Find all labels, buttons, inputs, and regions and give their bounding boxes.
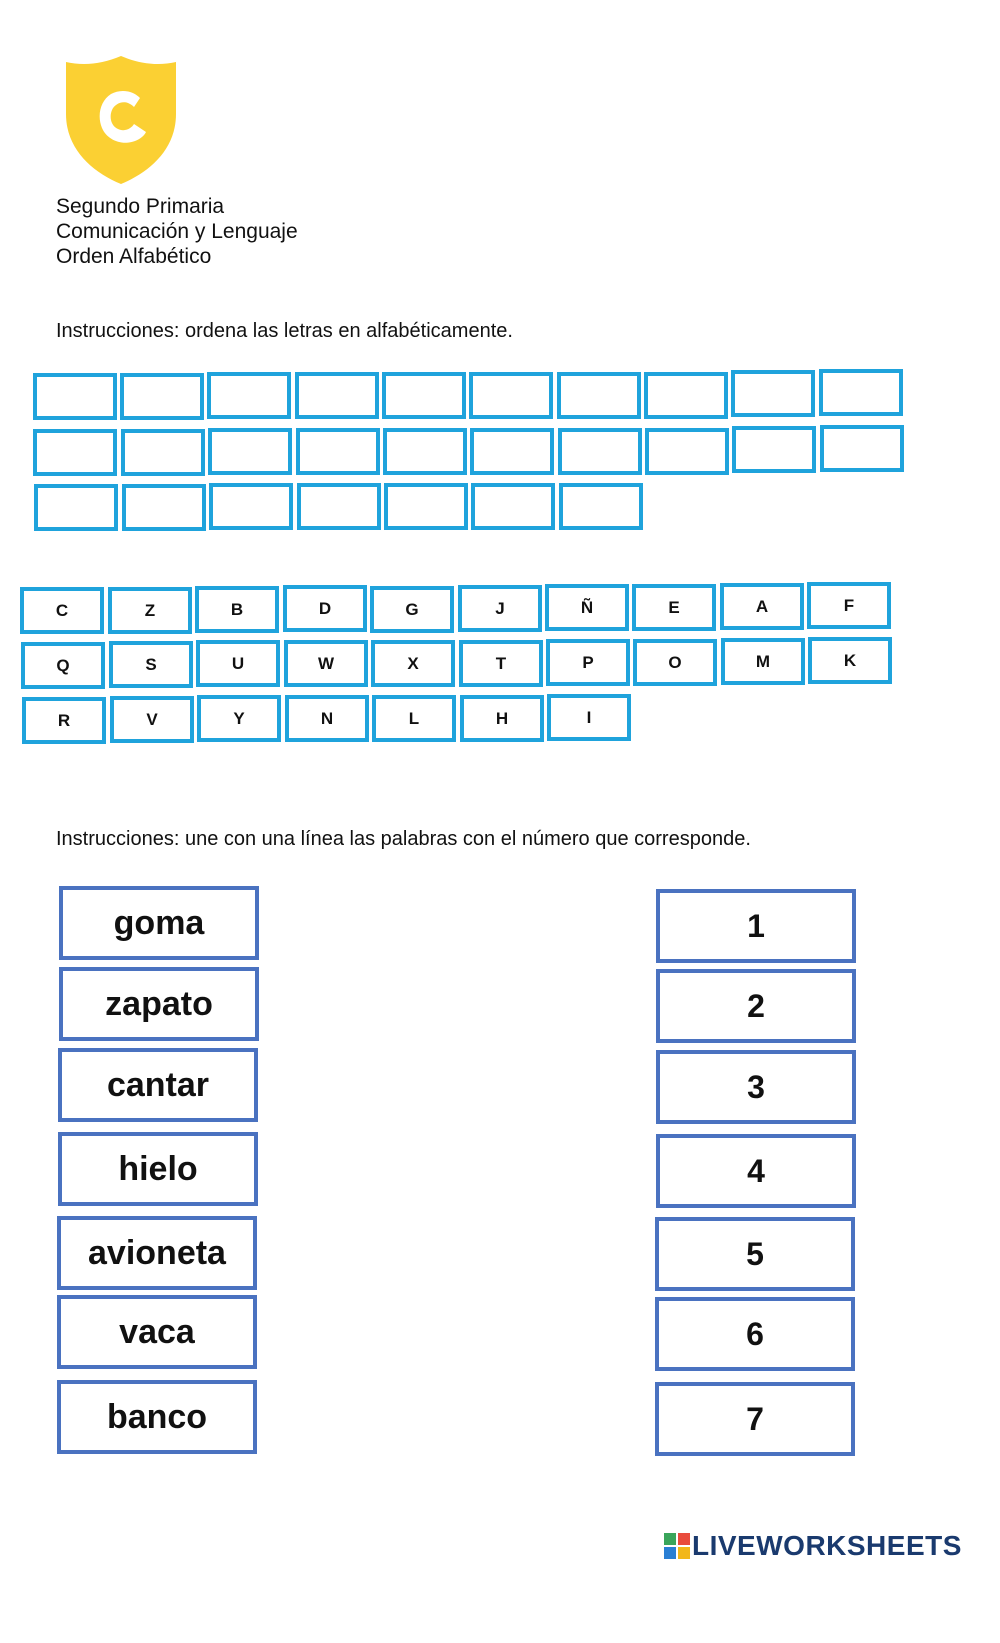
letter-tile[interactable]: I bbox=[547, 694, 631, 741]
drop-box[interactable] bbox=[296, 428, 380, 475]
number-box[interactable]: 4 bbox=[656, 1134, 856, 1208]
drop-box[interactable] bbox=[469, 372, 553, 419]
letter-tile[interactable]: N bbox=[285, 695, 369, 742]
letter-tile[interactable]: W bbox=[284, 640, 368, 687]
letter-tile[interactable]: C bbox=[20, 587, 104, 634]
drop-box[interactable] bbox=[295, 372, 379, 419]
drop-box[interactable] bbox=[820, 425, 904, 472]
liveworksheets-logo-icon bbox=[664, 1533, 690, 1559]
word-box[interactable]: hielo bbox=[58, 1132, 258, 1206]
letter-tile[interactable]: A bbox=[720, 583, 804, 630]
letter-tile[interactable]: P bbox=[546, 639, 630, 686]
footer-brand-text: LIVEWORKSHEETS bbox=[692, 1530, 962, 1561]
grade-label: Segundo Primaria bbox=[56, 195, 225, 218]
word-box[interactable]: avioneta bbox=[57, 1216, 257, 1290]
letter-tile[interactable]: U bbox=[196, 640, 280, 687]
subject-label: Comunicación y Lenguaje bbox=[56, 220, 298, 243]
letter-tile[interactable]: F bbox=[807, 582, 891, 629]
letter-tile[interactable]: X bbox=[371, 640, 455, 687]
letter-tile[interactable]: M bbox=[721, 638, 805, 685]
drop-box[interactable] bbox=[559, 483, 643, 530]
drop-box[interactable] bbox=[33, 373, 117, 420]
letter-tile[interactable]: K bbox=[808, 637, 892, 684]
drop-box[interactable] bbox=[208, 428, 292, 475]
letter-tile[interactable]: E bbox=[632, 584, 716, 631]
logo bbox=[62, 54, 180, 186]
drop-box[interactable] bbox=[732, 426, 816, 473]
letter-tile[interactable]: O bbox=[633, 639, 717, 686]
drop-box[interactable] bbox=[207, 372, 291, 419]
drop-box[interactable] bbox=[34, 484, 118, 531]
word-box[interactable]: vaca bbox=[57, 1295, 257, 1369]
topic-label: Orden Alfabético bbox=[56, 245, 212, 268]
number-box[interactable]: 2 bbox=[656, 969, 856, 1043]
number-box[interactable]: 1 bbox=[656, 889, 856, 963]
letter-tile[interactable]: Y bbox=[197, 695, 281, 742]
drop-box[interactable] bbox=[122, 484, 206, 531]
letter-tile[interactable]: Ñ bbox=[545, 584, 629, 631]
letter-tile[interactable]: L bbox=[372, 695, 456, 742]
drop-box[interactable] bbox=[645, 428, 729, 475]
letter-tile[interactable]: G bbox=[370, 586, 454, 633]
letter-tile[interactable]: B bbox=[195, 586, 279, 633]
letter-tile[interactable]: H bbox=[460, 695, 544, 742]
number-box[interactable]: 5 bbox=[655, 1217, 855, 1291]
drop-box[interactable] bbox=[121, 429, 205, 476]
instruction-match-words: Instrucciones: une con una línea las palabras con el número que corresponde. bbox=[56, 828, 751, 850]
letter-tile[interactable]: J bbox=[458, 585, 542, 632]
drop-box[interactable] bbox=[384, 483, 468, 530]
drop-box[interactable] bbox=[382, 372, 466, 419]
letter-tile[interactable]: D bbox=[283, 585, 367, 632]
number-box[interactable]: 7 bbox=[655, 1382, 855, 1456]
word-box[interactable]: goma bbox=[59, 886, 259, 960]
drop-box[interactable] bbox=[383, 428, 467, 475]
drop-box[interactable] bbox=[471, 483, 555, 530]
number-box[interactable]: 6 bbox=[655, 1297, 855, 1371]
drop-box[interactable] bbox=[120, 373, 204, 420]
instruction-order-letters: Instrucciones: ordena las letras en alfabéticamente. bbox=[56, 320, 513, 342]
drop-box[interactable] bbox=[209, 483, 293, 530]
letter-tile[interactable]: S bbox=[109, 641, 193, 688]
drop-box[interactable] bbox=[558, 428, 642, 475]
letter-tile[interactable]: Z bbox=[108, 587, 192, 634]
shield-c-icon bbox=[62, 54, 180, 186]
drop-box[interactable] bbox=[33, 429, 117, 476]
letter-tile[interactable]: R bbox=[22, 697, 106, 744]
drop-box[interactable] bbox=[297, 483, 381, 530]
drop-box[interactable] bbox=[731, 370, 815, 417]
letter-tile[interactable]: V bbox=[110, 696, 194, 743]
number-box[interactable]: 3 bbox=[656, 1050, 856, 1124]
letter-tile[interactable]: T bbox=[459, 640, 543, 687]
word-box[interactable]: zapato bbox=[59, 967, 259, 1041]
footer-brand bbox=[664, 1530, 962, 1562]
word-box[interactable]: cantar bbox=[58, 1048, 258, 1122]
drop-box[interactable] bbox=[557, 372, 641, 419]
drop-box[interactable] bbox=[470, 428, 554, 475]
drop-box[interactable] bbox=[819, 369, 903, 416]
drop-box[interactable] bbox=[644, 372, 728, 419]
word-box[interactable]: banco bbox=[57, 1380, 257, 1454]
letter-tile[interactable]: Q bbox=[21, 642, 105, 689]
